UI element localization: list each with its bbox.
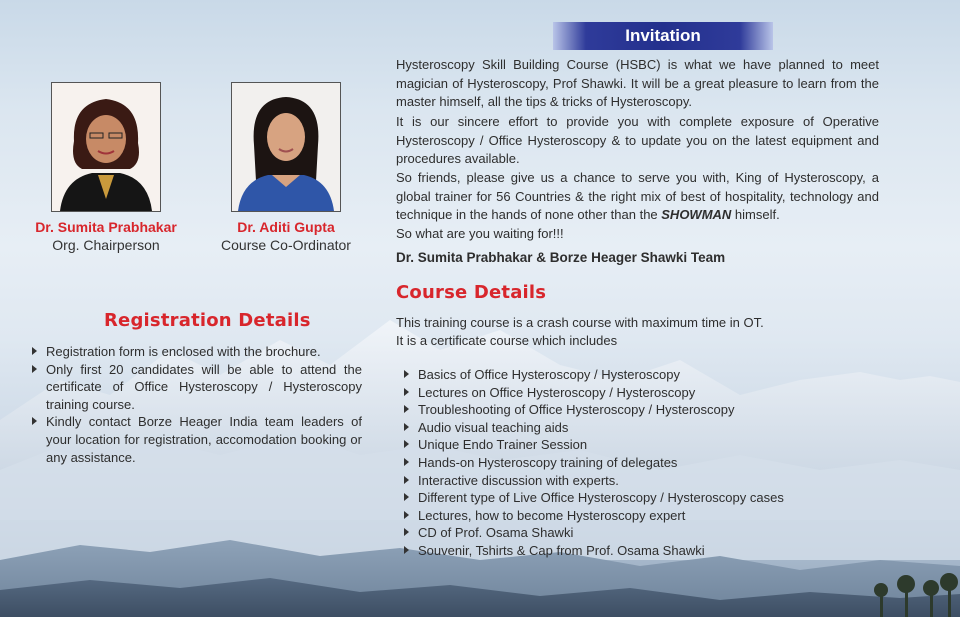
list-item: Souvenir, Tshirts & Cap from Prof. Osama Shawki	[402, 542, 882, 560]
list-item: Lectures on Office Hysteroscopy / Hysteroscopy	[402, 384, 882, 402]
list-item: Different type of Live Office Hysteroscopy / Hysteroscopy cases	[402, 489, 882, 507]
list-item: Interactive discussion with experts.	[402, 472, 882, 490]
course-heading: Course Details	[396, 282, 547, 303]
portrait-sumita-prabhakar	[51, 82, 161, 212]
registration-heading: Registration Details	[104, 310, 311, 331]
invitation-signature: Dr. Sumita Prabhakar & Borze Heager Shawki Team	[396, 250, 726, 265]
list-item: Hands-on Hysteroscopy training of delegates	[402, 454, 882, 472]
list-item: Unique Endo Trainer Session	[402, 436, 882, 454]
registration-list	[30, 343, 362, 466]
list-item: Lectures, how to become Hysteroscopy expert	[402, 507, 882, 525]
person-role-2: Course Co-Ordinator	[221, 237, 351, 253]
invitation-paragraph-3: So friends, please give us a chance to serve you with, King of Hysteroscopy, a global trainer for 56 Countries & the right mix of best of hospitality, technology and technique in the hands of none other than the SHOWMAN himself.	[396, 170, 879, 223]
list-item: Kindly contact Borze Heager India team leaders of your location for registration, accomodation booking or any assistance.	[30, 413, 362, 466]
list-item: Registration form is enclosed with the brochure.	[30, 343, 362, 361]
person-name-2: Dr. Aditi Gupta	[237, 219, 335, 235]
course-list	[402, 366, 882, 560]
showman-emphasis: SHOWMAN	[661, 207, 732, 223]
list-item: CD of Prof. Osama Shawki	[402, 524, 882, 542]
invitation-paragraph-2: It is our sincere effort to provide you with complete exposure of Operative Hysteroscopy / Office Hysteroscopy & to update you on the latest equipment and procedures available.	[396, 114, 879, 167]
course-intro-1: This training course is a crash course with maximum time in OT.	[396, 315, 764, 330]
invitation-banner: Invitation	[553, 22, 773, 50]
course-intro-2: It is a certificate course which includes	[396, 333, 618, 348]
invitation-paragraph-1: Hysteroscopy Skill Building Course (HSBC) is what we have planned to meet magician of Hysteroscopy, Prof Shawki. It will be a great pleasure to learn from the master himself, all the tips & tricks of Hysteroscopy.	[396, 57, 879, 110]
invitation-paragraph-4: So what are you waiting for!!!	[396, 226, 564, 241]
list-item: Audio visual teaching aids	[402, 419, 882, 437]
list-item: Only first 20 candidates will be able to attend the certificate of Office Hysteroscopy / Hysteroscopy training course.	[30, 361, 362, 414]
portrait-aditi-gupta	[231, 82, 341, 212]
person-role-1: Org. Chairperson	[52, 237, 160, 253]
list-item: Basics of Office Hysteroscopy / Hysteroscopy	[402, 366, 882, 384]
person-name-1: Dr. Sumita Prabhakar	[35, 219, 177, 235]
list-item: Troubleshooting of Office Hysteroscopy / Hysteroscopy	[402, 401, 882, 419]
